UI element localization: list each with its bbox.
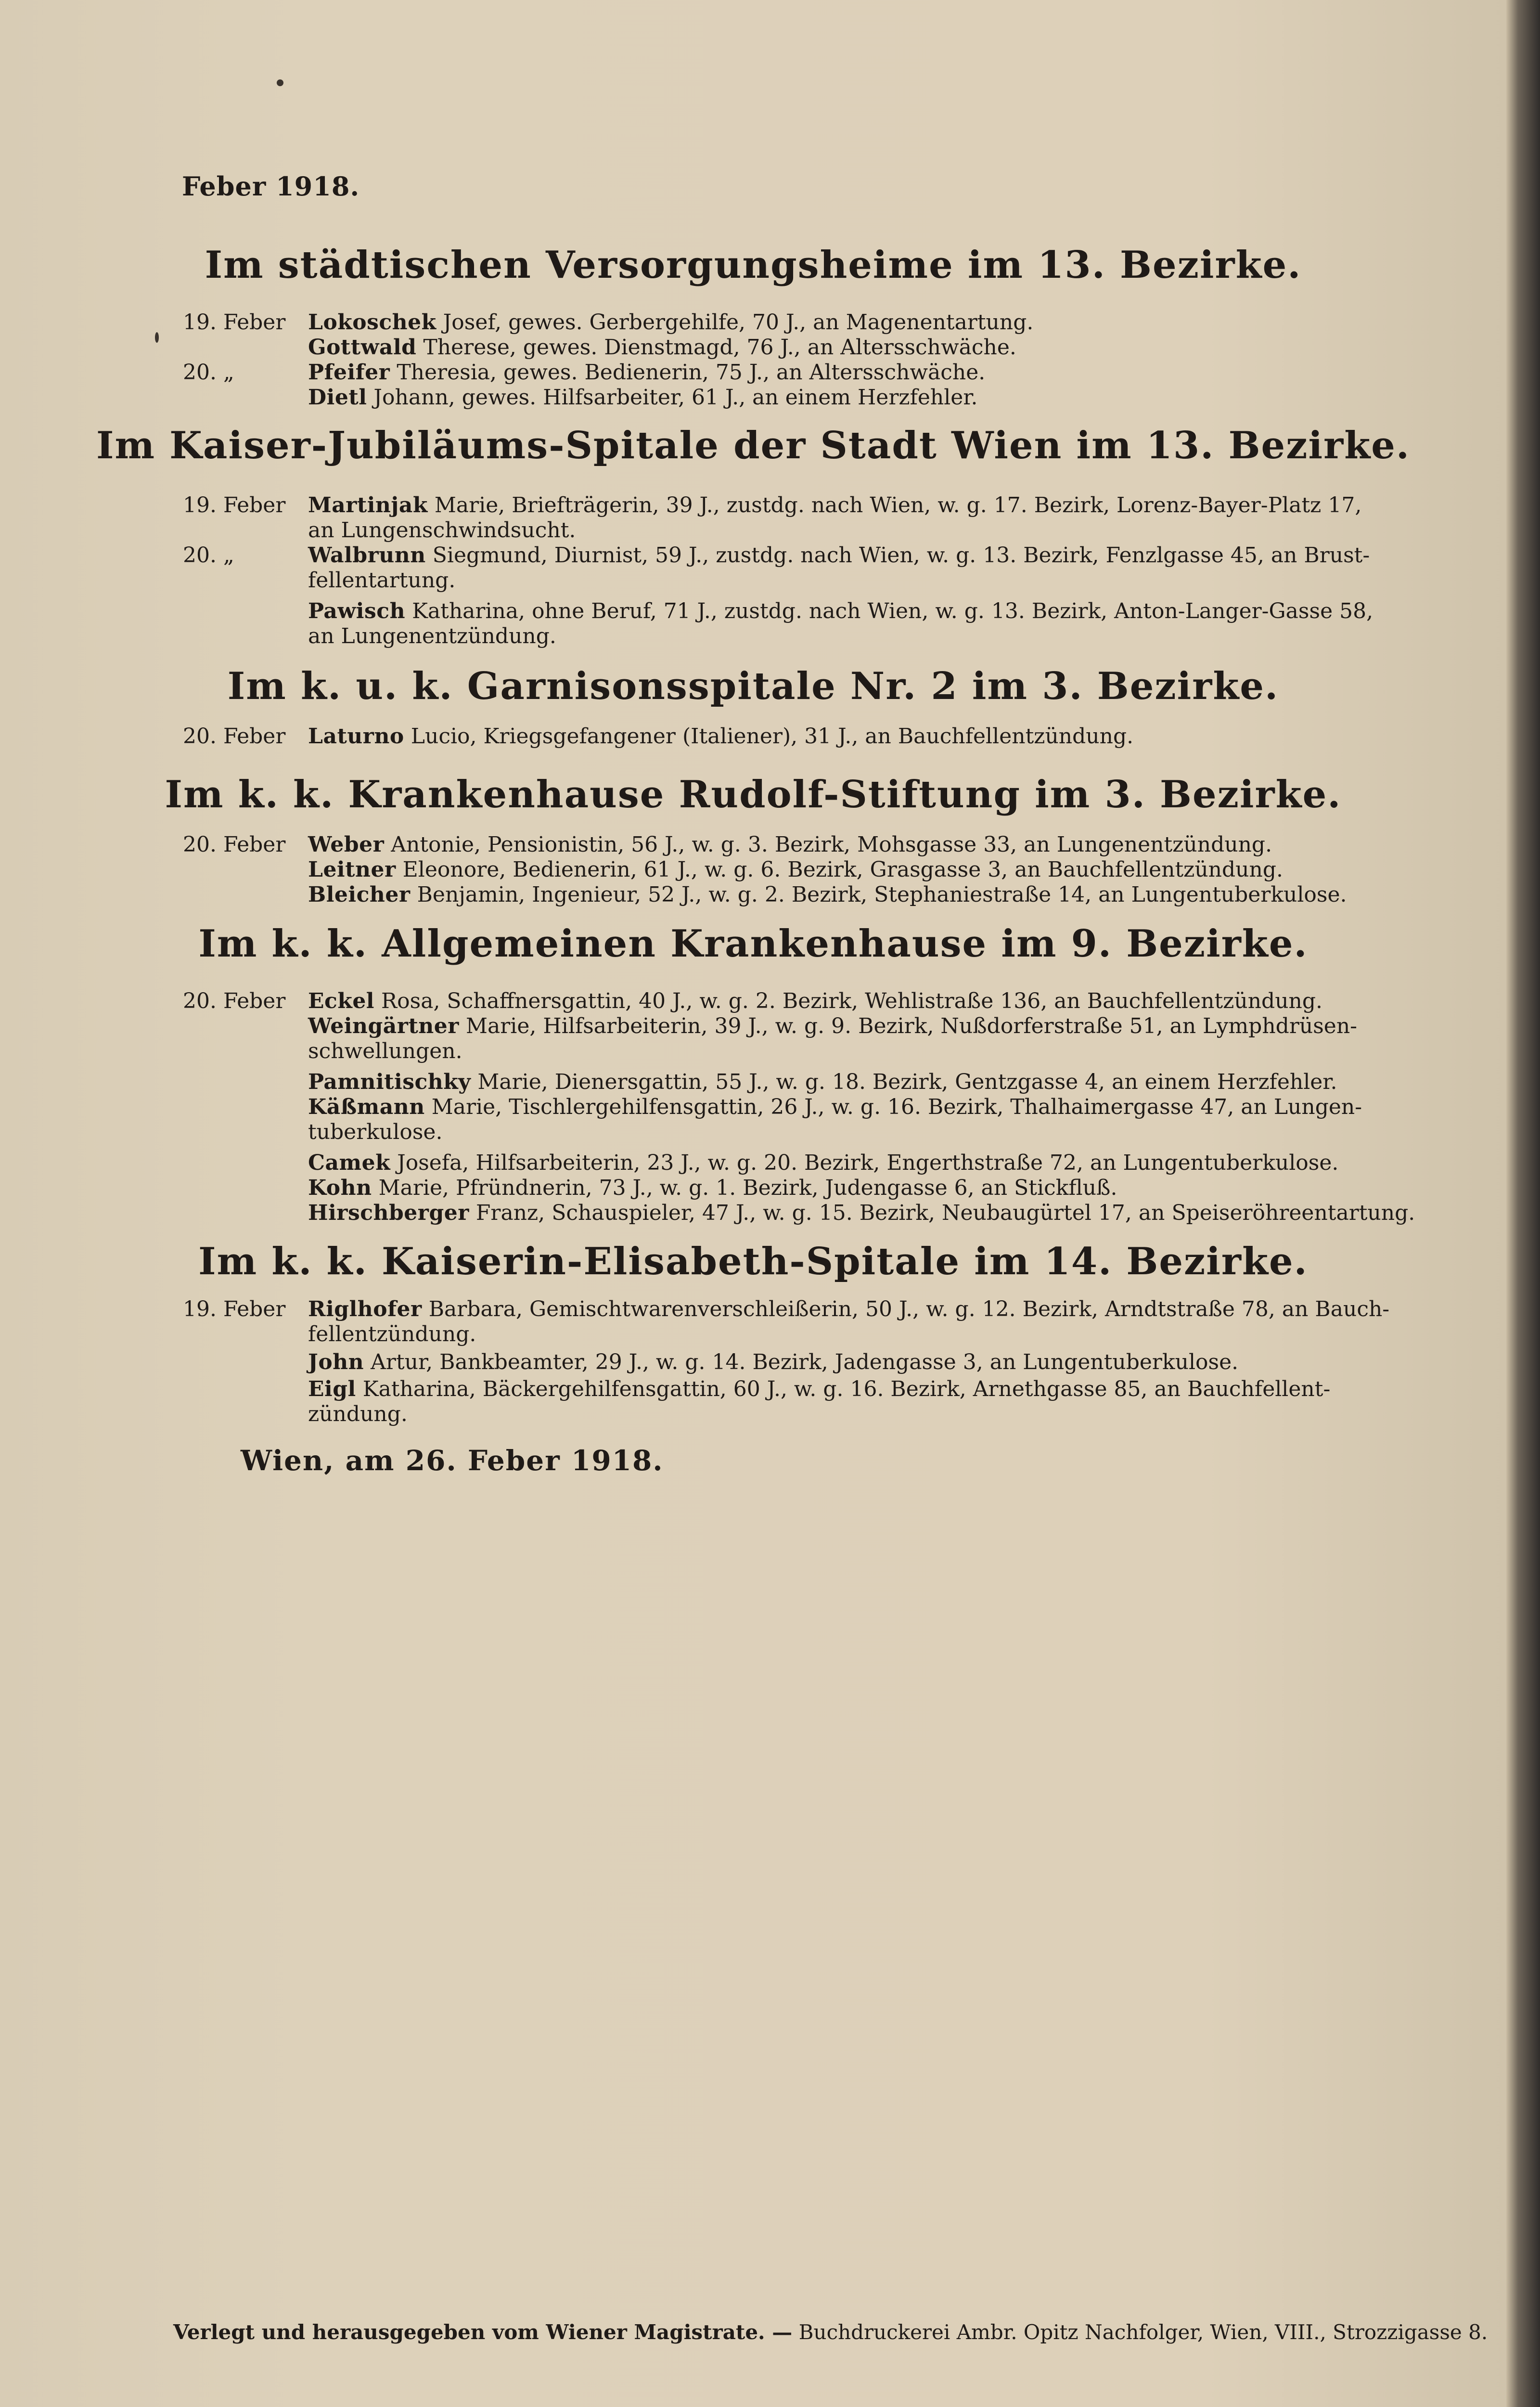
entry-continuation [0, 1400, 1506, 1429]
section-title: Im städtischen Versorgungsheime im 13. Bezirke. [205, 243, 1302, 287]
entry-name: Pamnitischky [308, 1070, 471, 1094]
entry-row [0, 358, 1506, 387]
closing-line: Wien, am 26. Feber 1918. [241, 1444, 664, 1477]
entry-text [308, 333, 1016, 362]
entry-row [0, 1199, 1506, 1228]
entry-text [308, 987, 1322, 1016]
section-title: Im k. k. Kaiserin-Elisabeth-Spitale im 14. Bezirke. [198, 1240, 1308, 1283]
ink-speck [277, 79, 283, 86]
entry-continuation [0, 1320, 1506, 1349]
entry-continuation-text: tuberkulose. [308, 1120, 443, 1144]
entry-row [0, 541, 1506, 570]
entry-row [0, 1348, 1506, 1377]
entry-text [308, 1149, 1338, 1178]
entry-text [308, 722, 1133, 751]
entry-row [0, 987, 1506, 1016]
entry-name: Eigl [308, 1377, 356, 1401]
entry-continuation-text: zündung. [308, 1402, 408, 1426]
entry-name: Käßmann [308, 1095, 425, 1119]
entry-text [308, 541, 1370, 570]
entry-name: Weingärtner [308, 1014, 459, 1038]
entry-name: Walbrunn [308, 543, 426, 568]
entry-details: Artur, Bankbeamter, 29 J., w. g. 14. Bezirk, Jadengasse 3, an Lungentuberkulose. [371, 1350, 1239, 1374]
entry-text [308, 358, 985, 387]
entry-text [308, 383, 978, 412]
entry-text [308, 855, 1283, 884]
entry-continuation-text: an Lungenentzündung. [308, 624, 556, 648]
section-title: Im k. k. Krankenhause Rudolf-Stiftung im 3. Bezirke. [165, 773, 1342, 816]
entry-name: Martinjak [308, 493, 428, 518]
entry-row [0, 1174, 1506, 1203]
entry-text [308, 1012, 1357, 1041]
entry-continuation-text: fellentzündung. [308, 1322, 476, 1346]
entry-row [0, 597, 1506, 626]
entry-details: Barbara, Gemischtwarenverschleißerin, 50 J., w. g. 12. Bezirk, Arndtstraße 78, an Bauch- [428, 1297, 1390, 1321]
entry-name: Weber [308, 832, 385, 857]
entry-row [0, 491, 1506, 520]
entry-date: 19. Feber [183, 493, 286, 518]
header-date: Feber 1918. [182, 171, 360, 202]
entry-name: Kohn [308, 1176, 372, 1200]
entry-row [0, 1068, 1506, 1097]
footer-publisher: Verlegt und herausgegeben vom Wiener Magistrate. — [173, 2320, 793, 2344]
entry-continuation [0, 622, 1506, 651]
entry-text [308, 308, 1033, 337]
entry-name: Hirschberger [308, 1201, 469, 1225]
entry-details: Marie, Tischlergehilfensgattin, 26 J., w. g. 16. Bezirk, Thalhaimergasse 47, an Lungen- [431, 1095, 1362, 1119]
entry-row [0, 308, 1506, 337]
entry-details: Eleonore, Bedienerin, 61 J., w. g. 6. Bezirk, Grasgasse 3, an Bauchfellentzündung. [402, 857, 1283, 882]
entry-name: Pfeifer [308, 360, 390, 385]
section-title: Im k. k. Allgemeinen Krankenhause im 9. Bezirke. [198, 922, 1308, 966]
entry-row [0, 333, 1506, 362]
entry-name: Dietl [308, 385, 367, 410]
entry-name: Pawisch [308, 599, 406, 623]
imprint-footer [173, 2320, 1488, 2344]
entry-row [0, 855, 1506, 884]
entry-continuation [0, 516, 1506, 545]
entry-text [308, 1068, 1337, 1097]
entry-row [0, 880, 1506, 909]
entry-details: Theresia, gewes. Bedienerin, 75 J., an Altersschwäche. [397, 360, 986, 385]
entry-continuation [0, 1037, 1506, 1066]
entry-text [308, 1093, 1362, 1122]
section-title: Im k. u. k. Garnisonsspitale Nr. 2 im 3. Bezirke. [227, 664, 1279, 708]
entry-details: Lucio, Kriegsgefangener (Italiener), 31 J., an Bauchfellentzündung. [411, 724, 1134, 749]
entry-name: Gottwald [308, 335, 417, 360]
entry-text [308, 491, 1361, 520]
entry-date: 20. Feber [183, 989, 286, 1013]
entry-details: Johann, gewes. Hilfsarbeiter, 61 J., an einem Herzfehler. [373, 385, 978, 410]
entry-text [308, 1375, 1330, 1404]
entry-date: 20. Feber [183, 832, 286, 857]
entry-text [308, 880, 1347, 909]
entry-details: Marie, Hilfsarbeiterin, 39 J., w. g. 9. Bezirk, Nußdorferstraße 51, an Lymphdrüsen- [465, 1014, 1358, 1038]
entry-name: Eckel [308, 989, 375, 1013]
entry-row [0, 1012, 1506, 1041]
entry-details: Therese, gewes. Dienstmagd, 76 J., an Altersschwäche. [423, 335, 1016, 360]
footer-printer: Buchdruckerei Ambr. Opitz Nachfolger, Wien, VIII., Strozzigasse 8. [798, 2320, 1488, 2344]
entry-date: 20. „ [183, 360, 234, 385]
entry-continuation-text: schwellungen. [308, 1039, 462, 1063]
entry-continuation [0, 566, 1506, 595]
entry-details: Katharina, Bäckergehilfensgattin, 60 J., w. g. 16. Bezirk, Arnethgasse 85, an Bauchfellent- [362, 1377, 1331, 1401]
entry-details: Benjamin, Ingenieur, 52 J., w. g. 2. Bezirk, Stephaniestraße 14, an Lungentuberkulose. [417, 882, 1347, 907]
entry-name: Lokoschek [308, 310, 436, 335]
entry-row [0, 1093, 1506, 1122]
entry-details: Katharina, ohne Beruf, 71 J., zustdg. nach Wien, w. g. 13. Bezirk, Anton-Langer-Gasse 58, [412, 599, 1373, 623]
entry-continuation-text: an Lungenschwindsucht. [308, 518, 576, 543]
entry-row [0, 722, 1506, 751]
entry-continuation [0, 1118, 1506, 1147]
entry-name: John [308, 1350, 364, 1374]
entry-text [308, 1199, 1415, 1228]
entry-details: Antonie, Pensionistin, 56 J., w. g. 3. Bezirk, Mohsgasse 33, an Lungenentzündung. [391, 832, 1272, 857]
entry-text [308, 1348, 1238, 1377]
entry-row [0, 830, 1506, 859]
entry-details: Marie, Briefträgerin, 39 J., zustdg. nach Wien, w. g. 17. Bezirk, Lorenz-Bayer-Platz 17, [434, 493, 1362, 518]
entry-details: Josefa, Hilfsarbeiterin, 23 J., w. g. 20. Bezirk, Engerthstraße 72, an Lungentuberkulose. [397, 1151, 1339, 1175]
entry-details: Siegmund, Diurnist, 59 J., zustdg. nach Wien, w. g. 13. Bezirk, Fenzlgasse 45, an Brust- [432, 543, 1370, 568]
entry-name: Camek [308, 1151, 391, 1175]
section-title: Im Kaiser-Jubiläums-Spitale der Stadt Wien im 13. Bezirke. [96, 424, 1411, 467]
entry-details: Marie, Pfründnerin, 73 J., w. g. 1. Bezirk, Judengasse 6, an Stickfluß. [378, 1176, 1117, 1200]
entry-name: Bleicher [308, 882, 411, 907]
entry-row [0, 1375, 1506, 1404]
entry-name: Riglhofer [308, 1297, 422, 1321]
entry-name: Leitner [308, 857, 396, 882]
entry-name: Laturno [308, 724, 404, 749]
entry-text [308, 830, 1272, 859]
entry-details: Marie, Dienersgattin, 55 J., w. g. 18. Bezirk, Gentzgasse 4, an einem Herzfehler. [477, 1070, 1337, 1094]
page-edge-shadow [1506, 0, 1540, 2407]
entry-text [308, 597, 1373, 626]
entry-date: 20. „ [183, 543, 234, 568]
entry-row [0, 383, 1506, 412]
entry-details: Rosa, Schaffnersgattin, 40 J., w. g. 2. Bezirk, Wehlistraße 136, an Bauchfellentzündung. [381, 989, 1323, 1013]
entry-details: Franz, Schauspieler, 47 J., w. g. 15. Bezirk, Neubaugürtel 17, an Speiseröhreentartung. [475, 1201, 1415, 1225]
entry-text [308, 1295, 1389, 1324]
entry-details: Josef, gewes. Gerbergehilfe, 70 J., an Magenentartung. [443, 310, 1034, 335]
entry-date: 19. Feber [183, 310, 286, 335]
entry-date: 19. Feber [183, 1297, 286, 1321]
entry-row [0, 1295, 1506, 1324]
entry-continuation-text: fellentartung. [308, 568, 456, 593]
entry-row [0, 1149, 1506, 1178]
entry-date: 20. Feber [183, 724, 286, 749]
entry-text [308, 1174, 1117, 1203]
